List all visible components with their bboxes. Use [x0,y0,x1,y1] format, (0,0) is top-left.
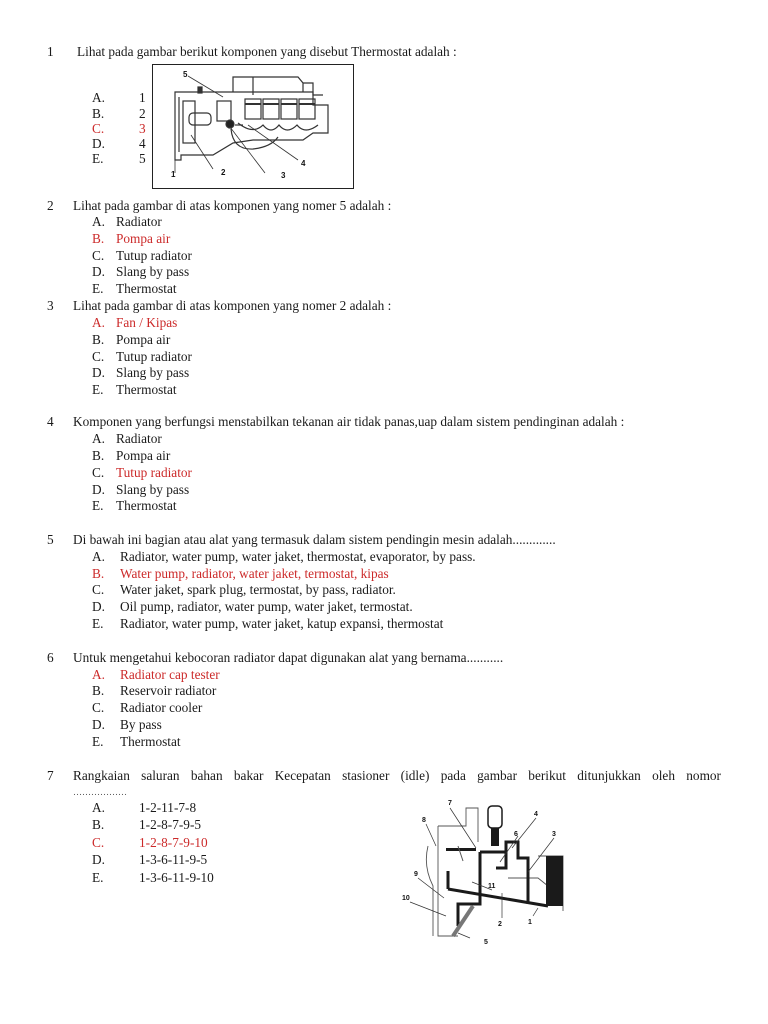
figure-label-1: 1 [171,170,176,179]
option-letter-correct: B. [92,231,105,246]
option-text-correct: 1-2-8-7-9-10 [139,835,208,850]
option-text: Thermostat [116,382,177,397]
option-text: Pompa air [116,332,171,347]
option-text: 4 [139,136,146,151]
engine-diagram-image [153,65,352,187]
question-number: 7 [47,768,54,783]
option-text: Pompa air [116,448,171,463]
option-text: 2 [139,106,146,121]
option-letter-correct: A. [92,315,105,330]
figure-label-4: 4 [301,159,306,168]
question-text: Rangkaian saluran bahan bakar Kecepatan stasioner (idle) pada gambar berikut ditunjukkan oleh nomor [73,768,721,783]
option-text: Radiator [116,214,162,229]
option-letter: E. [92,281,104,296]
question-text [73,650,503,667]
question-text: Lihat pada gambar berikut komponen yang disebut Thermostat adalah : [77,44,457,59]
option-text-correct: Water pump, radiator, water jaket, termostat, kipas [120,566,389,581]
answer-blank-dots: ............. [512,532,556,547]
option-letter: D. [92,599,105,614]
option-text: Radiator [116,431,162,446]
option-text: 5 [139,151,146,166]
carburetor-idle-circuit-diagram [388,796,574,946]
question-text: Komponen yang berfungsi menstabilkan tekanan air tidak panas,uap dalam sistem pendinginan adalah : [73,414,625,429]
option-letter: D. [92,482,105,497]
option-text: Radiator, water pump, water jaket, katup expansi, thermostat [120,616,444,631]
option-letter: B. [92,106,105,121]
figure-label-9: 9 [414,871,418,878]
option-text: Thermostat [116,498,177,513]
figure-label-7: 7 [448,800,452,807]
figure-label-6: 6 [514,831,518,838]
option-text: Thermostat [116,281,177,296]
option-text-correct: Tutup radiator [116,465,192,480]
option-letter: C. [92,700,105,715]
option-text: 1-3-6-11-9-5 [139,852,208,867]
option-letter: B. [92,448,105,463]
option-letter: C. [92,582,105,597]
option-letter: E. [92,870,104,885]
option-text: Reservoir radiator [120,683,217,698]
figure-label-5: 5 [183,70,188,79]
option-letter: D. [92,264,105,279]
option-text-correct: Pompa air [116,231,171,246]
option-letter: D. [92,136,105,151]
option-letter: E. [92,734,104,749]
question-text-main: Untuk mengetahui kebocoran radiator dapat digunakan alat yang bernama [73,650,467,665]
figure-label-11: 11 [488,883,496,890]
figure-label-2: 2 [221,168,226,177]
option-letter: C. [92,465,105,480]
question-text [73,532,556,549]
option-text: Radiator, water pump, water jaket, thermostat, evaporator, by pass. [120,549,476,564]
option-text: Oil pump, radiator, water pump, water jaket, termostat. [120,599,413,614]
option-text: Slang by pass [116,365,190,380]
option-letter-correct: C. [92,835,105,850]
question-number: 2 [47,198,54,213]
option-letter: D. [92,365,105,380]
option-letter: A. [92,90,105,105]
option-text: Slang by pass [116,482,190,497]
option-text: Tutup radiator [116,248,192,263]
option-letter: A. [92,800,105,815]
option-letter: B. [92,817,105,832]
figure-label-4: 4 [534,811,538,818]
option-text: By pass [120,717,162,732]
option-text: 1-3-6-11-9-10 [139,870,214,885]
option-letter: D. [92,852,105,867]
option-letter: C. [92,248,105,263]
figure-label-3: 3 [281,171,286,180]
option-text: 1-2-11-7-8 [139,800,197,815]
option-letter: B. [92,683,105,698]
option-letter-correct: C. [92,121,105,136]
answer-blank-dots: ……………… [73,787,127,797]
option-letter: A. [92,214,105,229]
option-text-correct: Fan / Kipas [116,315,178,330]
question-number: 4 [47,414,54,429]
option-letter: E. [92,151,104,166]
question-number: 1 [47,44,54,59]
question-text-main: Di bawah ini bagian atau alat yang termasuk dalam sistem pendingin mesin adalah [73,532,513,547]
figure-label-8: 8 [422,817,426,824]
figure-label-2: 2 [498,921,502,928]
option-text: 1 [139,90,146,105]
figure-label-5: 5 [484,939,488,946]
carburetor-diagram-image [388,796,574,946]
option-letter: A. [92,549,105,564]
option-letter: E. [92,382,104,397]
figure-label-1: 1 [528,919,532,926]
question-number: 5 [47,532,54,547]
figure-label-3: 3 [552,831,556,838]
option-text: Radiator cooler [120,700,203,715]
question-number: 6 [47,650,54,665]
question-text: Lihat pada gambar di atas komponen yang nomer 5 adalah : [73,198,392,213]
option-letter: B. [92,332,105,347]
option-letter: E. [92,498,104,513]
option-letter: D. [92,717,105,732]
option-letter: C. [92,349,105,364]
option-text-correct: Radiator cap tester [120,667,220,682]
option-text: Water jaket, spark plug, termostat, by pass, radiator. [120,582,396,597]
option-letter: A. [92,431,105,446]
option-text-correct: 3 [139,121,146,136]
engine-cooling-diagram [152,64,354,189]
figure-label-10: 10 [402,895,410,902]
question-number: 3 [47,298,54,313]
option-text: 1-2-8-7-9-5 [139,817,202,832]
option-letter-correct: A. [92,667,105,682]
option-text: Slang by pass [116,264,190,279]
option-text: Tutup radiator [116,349,192,364]
question-text: Lihat pada gambar di atas komponen yang nomer 2 adalah : [73,298,392,313]
option-letter-correct: B. [92,566,105,581]
option-letter: E. [92,616,104,631]
option-text: Thermostat [120,734,181,749]
answer-blank-dots: ........... [466,650,504,665]
